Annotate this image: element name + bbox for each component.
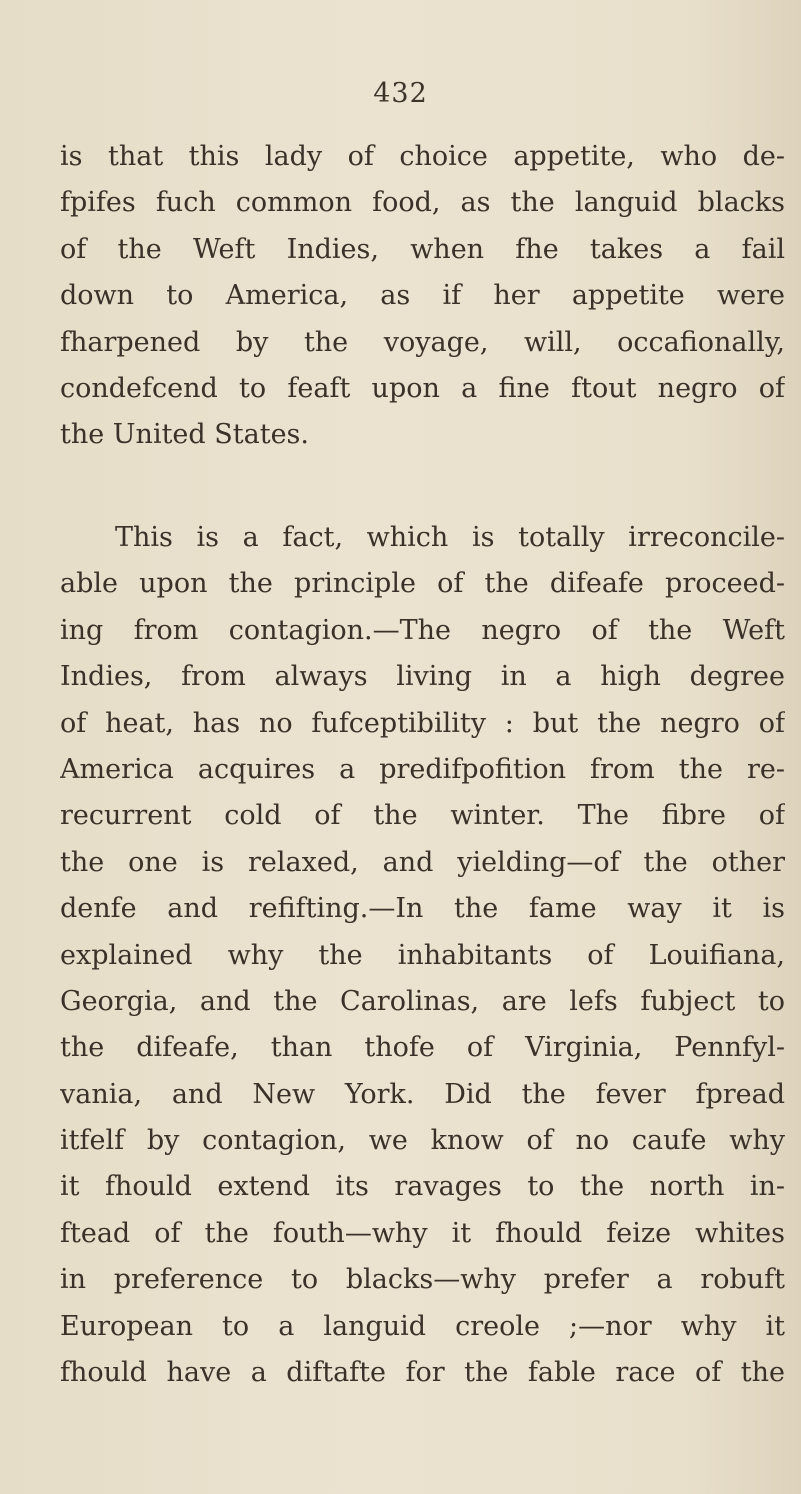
text-line: denfe and refifting.—In the fame way it is bbox=[60, 893, 785, 925]
text-line: of heat, has no fufceptibility : but the negro of bbox=[60, 707, 785, 739]
text-line: European to a languid creole ;—nor why it bbox=[60, 1310, 785, 1342]
text-line: fharpened by the voyage, will, occafionally, bbox=[60, 326, 785, 358]
text-line: the difeafe, than thofe of Virginia, Pennfyl- bbox=[60, 1032, 785, 1064]
text-line: it fhould extend its ravages to the north in- bbox=[60, 1171, 785, 1203]
text-line: explained why the inhabitants of Louifiana, bbox=[60, 939, 785, 971]
text-line: Indies, from always living in a high degree bbox=[60, 661, 785, 693]
text-line: the one is relaxed, and yielding—of the other bbox=[60, 846, 785, 878]
text-line: down to America, as if her appetite were bbox=[60, 280, 785, 312]
text-line: America acquires a predifpofition from the re- bbox=[60, 753, 785, 785]
text-line: able upon the principle of the difeafe proceed- bbox=[60, 568, 785, 600]
text-line: recurrent cold of the winter. The fibre of bbox=[60, 800, 785, 832]
text-line: Georgia, and the Carolinas, are lefs fubject to bbox=[60, 985, 785, 1017]
text-line: the United States. bbox=[60, 419, 309, 451]
paragraph-1 bbox=[60, 134, 785, 459]
text-line: in preference to blacks—why prefer a robuft bbox=[60, 1264, 785, 1296]
text-line: condefcend to feaft upon a fine ftout negro of bbox=[60, 372, 785, 404]
text-line: is that this lady of choice appetite, who de- bbox=[60, 141, 785, 172]
text-line: of the Weft Indies, when fhe takes a fail bbox=[60, 233, 785, 265]
text-line: fhould have a diftafte for the fable race of the bbox=[60, 1357, 785, 1389]
paragraph-2 bbox=[60, 515, 785, 1396]
text-line: ftead of the fouth—why it fhould feize whites bbox=[60, 1217, 785, 1249]
text-line: itfelf by contagion, we know of no caufe why bbox=[60, 1125, 785, 1157]
text-line: This is a fact, which is totally irreconcile- bbox=[115, 522, 785, 553]
page-number: 432 bbox=[373, 78, 428, 109]
text-line: vania, and New York. Did the fever fpread bbox=[60, 1078, 785, 1110]
text-line: ing from contagion.—The negro of the Weft bbox=[60, 614, 785, 646]
text-line: fpifes fuch common food, as the languid blacks bbox=[60, 187, 785, 219]
